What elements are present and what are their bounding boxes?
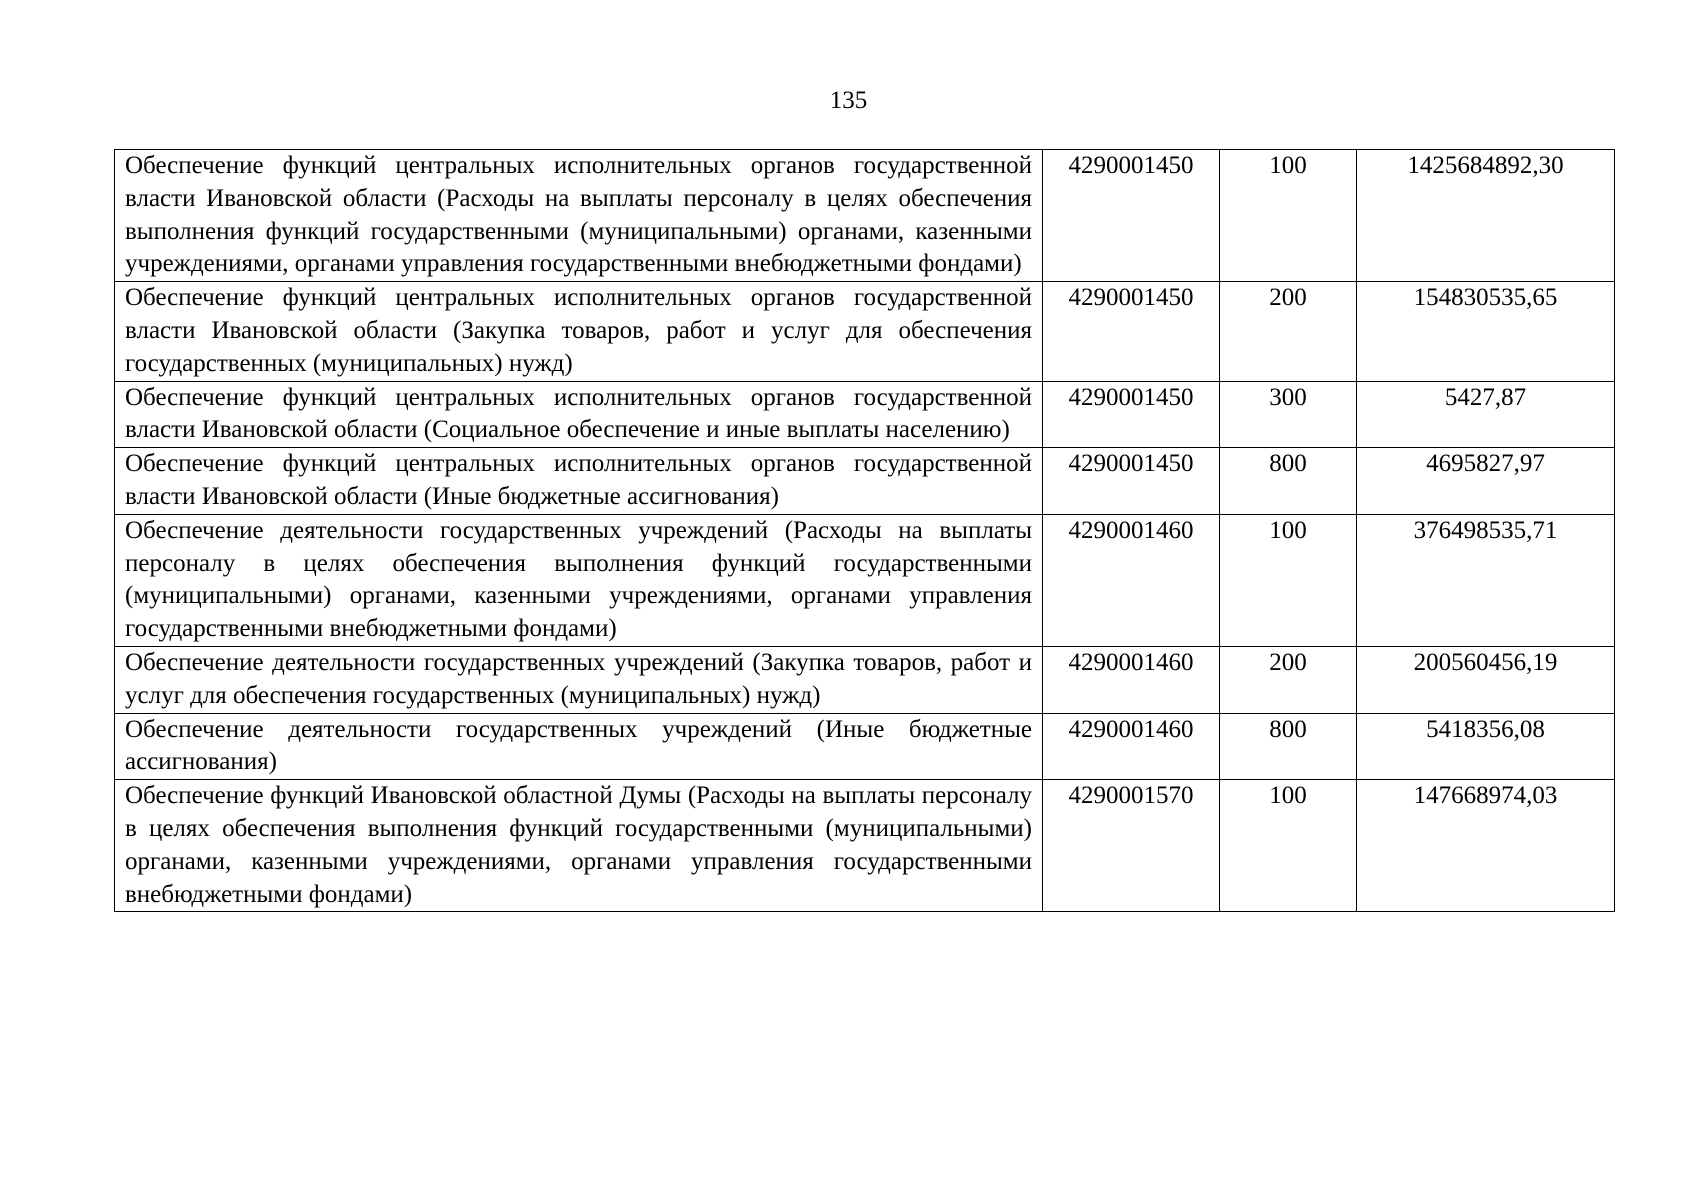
amount-cell: 376498535,71 <box>1357 514 1615 646</box>
target-code-cell: 4290001450 <box>1043 448 1220 515</box>
page-number: 135 <box>829 87 868 114</box>
description-cell: Обеспечение деятельности государственных учреждений (Расходы на выплаты персоналу в целях обеспечения выполнения функций государственными (муниципальными) органами, казенными учреждениями, органами управления государственными внебюджетными фондами) <box>115 514 1043 646</box>
amount-cell: 1425684892,30 <box>1357 150 1615 282</box>
amount-cell: 147668974,03 <box>1357 780 1615 912</box>
amount-cell: 200560456,19 <box>1357 646 1615 713</box>
amount-cell: 4695827,97 <box>1357 448 1615 515</box>
table-row <box>115 282 1615 381</box>
table-row <box>115 646 1615 713</box>
table-row <box>115 514 1615 646</box>
target-code-cell: 4290001450 <box>1043 150 1220 282</box>
table-row <box>115 448 1615 515</box>
table-row <box>115 381 1615 448</box>
target-code-cell: 4290001450 <box>1043 381 1220 448</box>
target-code-cell: 4290001460 <box>1043 514 1220 646</box>
target-code-cell: 4290001570 <box>1043 780 1220 912</box>
table-row <box>115 780 1615 912</box>
expense-type-cell: 100 <box>1220 150 1357 282</box>
table-row <box>115 713 1615 780</box>
description-cell: Обеспечение функций центральных исполнительных органов государственной власти Ивановской области (Закупка товаров, работ и услуг для обеспечения государственных (муниципальных) нужд) <box>115 282 1043 381</box>
description-cell: Обеспечение функций центральных исполнительных органов государственной власти Ивановской области (Иные бюджетные ассигнования) <box>115 448 1043 515</box>
table-row <box>115 150 1615 282</box>
expense-type-cell: 800 <box>1220 713 1357 780</box>
description-cell: Обеспечение функций центральных исполнительных органов государственной власти Ивановской области (Социальное обеспечение и иные выплаты населению) <box>115 381 1043 448</box>
description-cell: Обеспечение функций центральных исполнительных органов государственной власти Ивановской области (Расходы на выплаты персоналу в целях обеспечения выполнения функций государственными (муниципальными) органами, казенными учреждениями, органами управления государственными внебюджетными фондами) <box>115 150 1043 282</box>
amount-cell: 5418356,08 <box>1357 713 1615 780</box>
budget-table <box>114 149 1615 912</box>
expense-type-cell: 200 <box>1220 282 1357 381</box>
amount-cell: 5427,87 <box>1357 381 1615 448</box>
expense-type-cell: 300 <box>1220 381 1357 448</box>
expense-type-cell: 100 <box>1220 514 1357 646</box>
target-code-cell: 4290001460 <box>1043 713 1220 780</box>
target-code-cell: 4290001460 <box>1043 646 1220 713</box>
expense-type-cell: 200 <box>1220 646 1357 713</box>
expense-type-cell: 800 <box>1220 448 1357 515</box>
amount-cell: 154830535,65 <box>1357 282 1615 381</box>
description-cell: Обеспечение деятельности государственных учреждений (Иные бюджетные ассигнования) <box>115 713 1043 780</box>
description-cell: Обеспечение деятельности государственных учреждений (Закупка товаров, работ и услуг для обеспечения государственных (муниципальных) нужд) <box>115 646 1043 713</box>
expense-type-cell: 100 <box>1220 780 1357 912</box>
description-cell: Обеспечение функций Ивановской областной Думы (Расходы на выплаты персоналу в целях обеспечения выполнения функций государственными (муниципальными) органами, казенными учреждениями, органами управления государственными внебюджетными фондами) <box>115 780 1043 912</box>
target-code-cell: 4290001450 <box>1043 282 1220 381</box>
